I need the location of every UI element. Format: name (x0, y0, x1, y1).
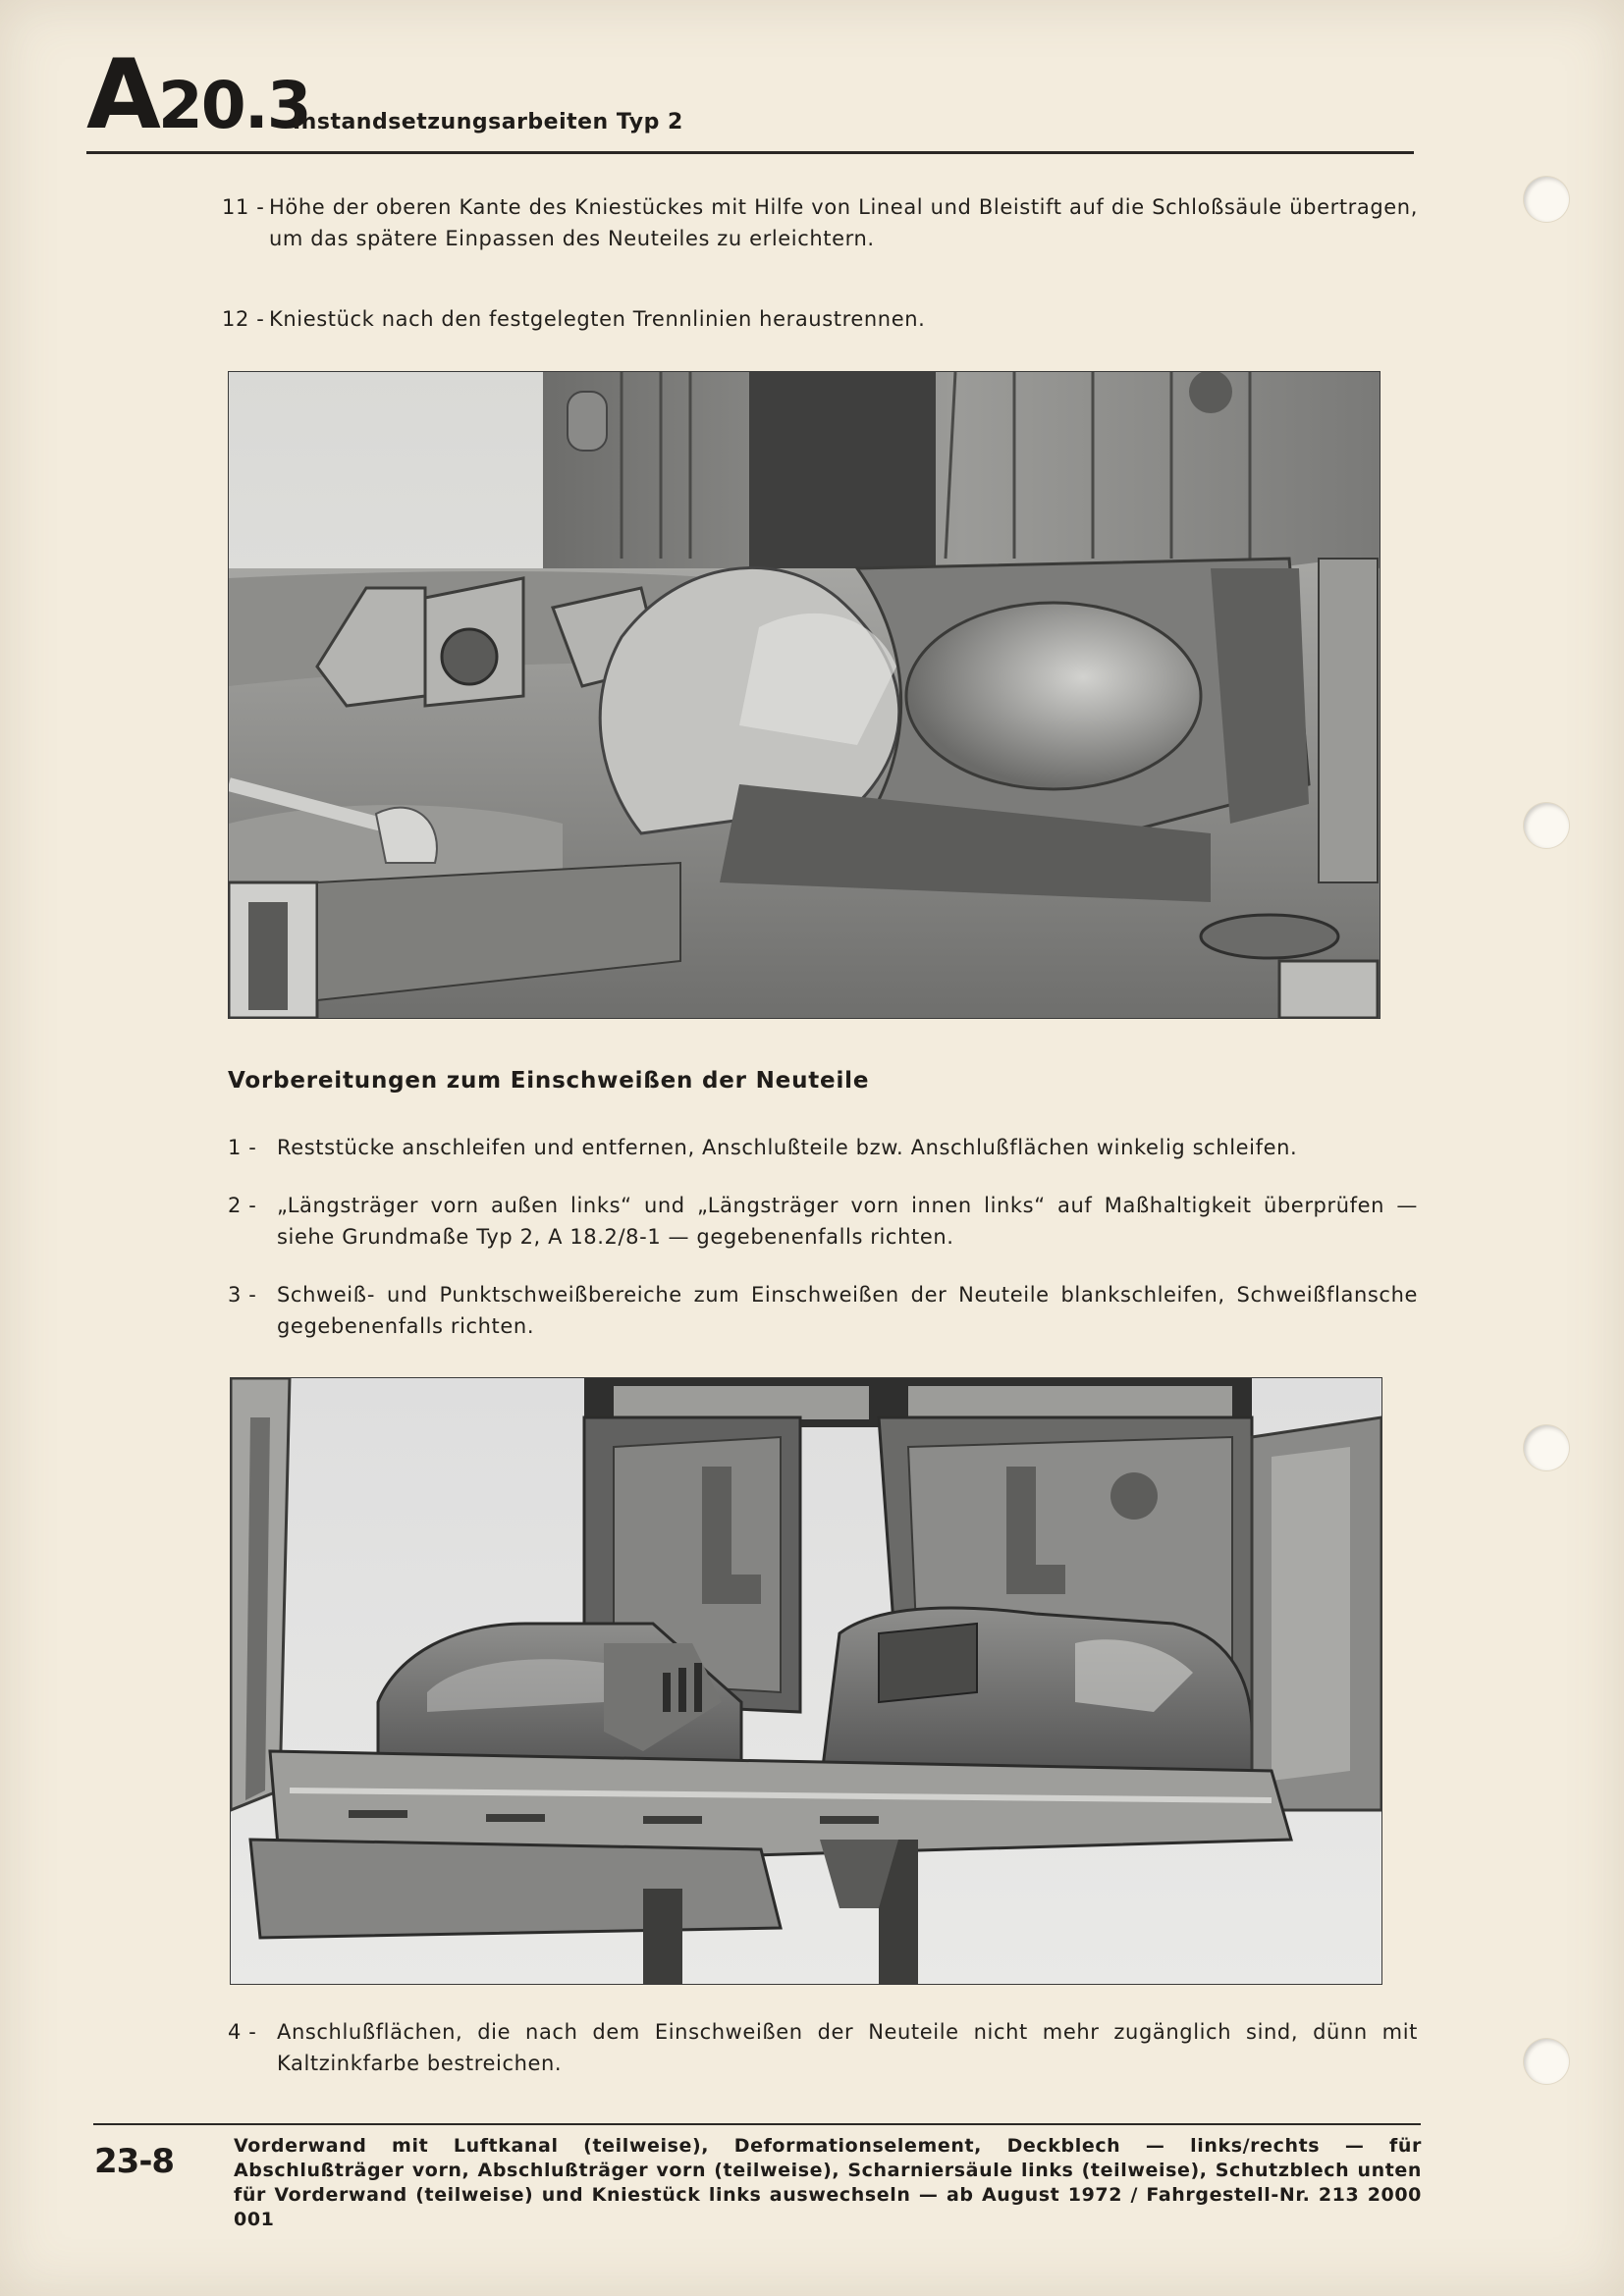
step-text: „Längsträger vorn außen links“ und „Längsträger vorn innen links“ auf Maßhaltigkeit überprüfen — siehe Grundmaße Typ 2, A 18.2/8-1 — gegebenenfalls richten. (277, 1194, 1418, 1249)
footer-caption: Vorderwand mit Luftkanal (teilweise), Deformationselement, Deckblech — links/rechts — für Abschlußträger vorn, Abschlußträger vorn (teilweise), Scharniersäule links (teilweise), Schutzblech unten für Vorderwand (teilweise) und Kniestück links auswechseln — ab August 1972 / Fahrgestell-Nr. 213 2000 001 (234, 2135, 1422, 2230)
section-number: 20.3 (157, 68, 310, 143)
step-text: Höhe der oberen Kante des Kniestückes mit Hilfe von Lineal und Bleistift auf die Schloßsäule übertragen, um das spätere Einpassen des Neuteiles zu erleichtern. (269, 195, 1418, 250)
punch-hole (1524, 1425, 1569, 1470)
step-text: Anschlußflächen, die nach dem Einschweißen der Neuteile nicht mehr zugänglich sind, dünn mit Kaltzinkfarbe bestreichen. (277, 2020, 1418, 2075)
page-header (86, 39, 1414, 155)
photo-prepared-floor (230, 1377, 1382, 1985)
step-item (228, 2016, 1418, 2085)
header-rule (86, 151, 1414, 154)
page-number: 23-8 (94, 2142, 175, 2181)
step-number: 12 - (222, 307, 265, 331)
step-item (228, 1190, 1418, 1258)
step-number: 3 - (228, 1283, 257, 1307)
step-text: Kniestück nach den festgelegten Trennlinien heraustrennen. (269, 307, 926, 331)
photo-knee-panel-removed (228, 371, 1380, 1019)
step-number: 11 - (222, 195, 265, 219)
step-item (222, 303, 1418, 339)
section-heading: Vorbereitungen zum Einschweißen der Neuteile (228, 1068, 870, 1094)
step-item (222, 191, 1418, 260)
step-item (228, 1132, 1418, 1167)
footer-rule (93, 2123, 1421, 2125)
step-number: 4 - (228, 2020, 257, 2044)
section-letter: A (86, 39, 158, 151)
header-title: Instandsetzungsarbeiten Typ 2 (293, 110, 683, 134)
section-code (86, 39, 310, 151)
step-number: 2 - (228, 1194, 257, 1217)
step-item (228, 1279, 1418, 1348)
punch-hole (1524, 803, 1569, 848)
step-text: Schweiß- und Punktschweißbereiche zum Einschweißen der Neuteile blankschleifen, Schweißflansche gegebenenfalls richten. (277, 1283, 1418, 1338)
punch-hole (1524, 177, 1569, 222)
step-text: Reststücke anschleifen und entfernen, Anschlußteile bzw. Anschlußflächen winkelig schleifen. (277, 1136, 1298, 1159)
punch-hole (1524, 2039, 1569, 2084)
step-number: 1 - (228, 1136, 257, 1159)
